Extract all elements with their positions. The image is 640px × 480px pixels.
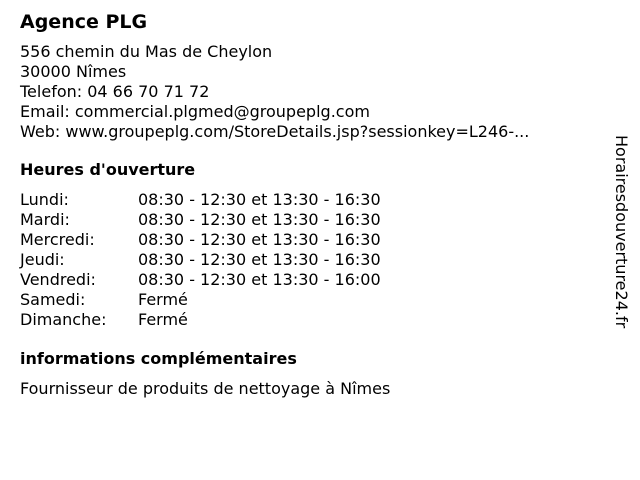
additional-info-text: Fournisseur de produits de nettoyage à Nîmes xyxy=(20,379,391,398)
address-line-1: 556 chemin du Mas de Cheylon xyxy=(20,42,273,61)
day-hours: 08:30 - 12:30 et 13:30 - 16:30 xyxy=(138,250,381,269)
phone-number: Telefon: 04 66 70 71 72 xyxy=(20,82,210,101)
business-name: Agence PLG xyxy=(20,11,148,33)
day-label: Lundi: xyxy=(20,190,69,209)
day-hours: 08:30 - 12:30 et 13:30 - 16:30 xyxy=(138,230,381,249)
email-address: Email: commercial.plgmed@groupeplg.com xyxy=(20,102,370,121)
website-link[interactable]: Web: www.groupeplg.com/StoreDetails.jsp?sessionkey=L246-... xyxy=(20,122,530,141)
day-label: Jeudi: xyxy=(20,250,65,269)
hours-row-thursday xyxy=(20,250,381,270)
day-hours: Fermé xyxy=(138,310,188,329)
address-line-2: 30000 Nîmes xyxy=(20,62,127,81)
day-hours: 08:30 - 12:30 et 13:30 - 16:00 xyxy=(138,270,381,289)
day-label: Mardi: xyxy=(20,210,70,229)
day-label: Dimanche: xyxy=(20,310,107,329)
hours-row-monday xyxy=(20,190,381,210)
hours-row-sunday xyxy=(20,310,381,330)
hours-row-friday xyxy=(20,270,381,290)
additional-info-title: informations complémentaires xyxy=(20,349,297,368)
hours-row-saturday xyxy=(20,290,381,310)
hours-row-wednesday xyxy=(20,230,381,250)
opening-hours-table xyxy=(20,190,381,330)
day-label: Mercredi: xyxy=(20,230,95,249)
day-hours: 08:30 - 12:30 et 13:30 - 16:30 xyxy=(138,190,381,209)
day-label: Vendredi: xyxy=(20,270,96,289)
day-hours: Fermé xyxy=(138,290,188,309)
brand-watermark: Horairesdouverture24.fr xyxy=(612,135,631,329)
hours-row-tuesday xyxy=(20,210,381,230)
business-card xyxy=(20,10,600,399)
day-hours: 08:30 - 12:30 et 13:30 - 16:30 xyxy=(138,210,381,229)
day-label: Samedi: xyxy=(20,290,86,309)
opening-hours-title: Heures d'ouverture xyxy=(20,160,196,179)
